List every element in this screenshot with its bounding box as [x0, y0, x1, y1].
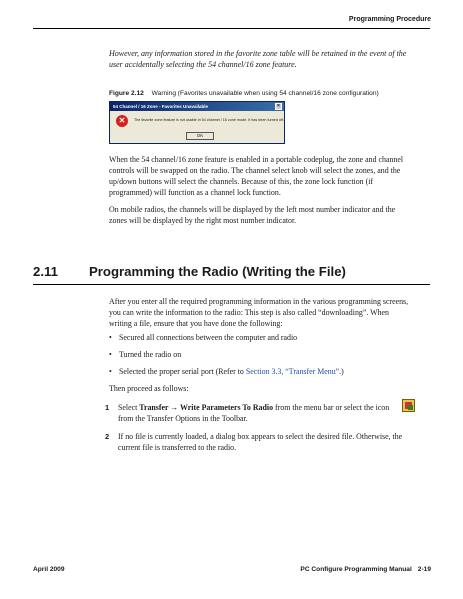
icon-part: [408, 405, 413, 410]
dialog-ok-button: OK: [186, 132, 214, 140]
section-rule: [33, 284, 430, 285]
figure-number: Figure 2.12: [109, 90, 144, 97]
intro-note: However, any information stored in the favorite zone table will be retained in the event of the user accidentally selecting the 54 channel/16 zone feature.: [109, 49, 407, 69]
paragraph-zone-swap: When the 54 channel/16 zone feature is enabled in a portable codeplug, the zone and channel controls will be swapped on the radio. The channel select knob will select the zones, and the up/down buttons will select the channels. Because of this, the zone lock function (if programmed) will function as a channel lock function.: [109, 155, 404, 197]
list-item-text: Secured all connections between the computer and radio: [119, 333, 298, 342]
dialog-title: 54 Channel / 16 Zone - Favorites Unavailable: [113, 104, 209, 109]
footer-date: April 2009: [33, 566, 65, 573]
page-number: 2-19: [417, 566, 431, 573]
checklist: [109, 332, 409, 383]
list-item: [109, 349, 409, 360]
section-number: 2.11: [33, 264, 58, 279]
step-item: [105, 431, 415, 453]
dialog-message: The favorite zone feature is not usable in 54 channel / 16 zone mode. It has been turned off.: [134, 118, 284, 122]
step-text: If no file is currently loaded, a dialog box appears to select the desired file. Otherwise, the current file is transferred to the radio.: [118, 432, 403, 452]
write-to-radio-icon: [402, 399, 415, 412]
list-item-text: Turned the radio on: [119, 350, 182, 359]
bullet-icon: •: [109, 367, 112, 376]
step-number: 1: [105, 403, 110, 412]
paragraph-writing-intro: After you enter all the required programming information in the various programming screens, you can write the information to the radio: This step is also called “downloading”. When writing a file, ensure that you have done the following:: [109, 297, 409, 328]
section-title: Programming the Radio (Writing the File): [89, 264, 346, 279]
list-item-text-post: .): [339, 367, 344, 376]
bullet-icon: •: [109, 333, 112, 342]
list-item: [109, 332, 409, 343]
running-header: Programming Procedure: [348, 16, 431, 23]
list-item-text-pre: Selected the proper serial port (Refer to: [119, 367, 246, 376]
bullet-icon: •: [109, 350, 112, 359]
section-heading: [33, 264, 433, 279]
footer-manual: [300, 566, 431, 573]
list-item: [109, 366, 409, 377]
error-icon: ✕: [116, 115, 128, 127]
close-icon: ×: [275, 103, 282, 110]
paragraph-mobile-radios: On mobile radios, the channels will be displayed by the left most number indicator and the zones will be displayed by the right most number indicator.: [109, 205, 396, 225]
paragraph-proceed: Then proceed as follows:: [109, 384, 189, 393]
menu-path: Transfer → Write Parameters To Radio: [139, 403, 274, 412]
transfer-menu-link[interactable]: Section 3.3, “Transfer Menu”: [245, 367, 340, 376]
steps-list: [105, 402, 415, 460]
header-rule: [33, 28, 430, 29]
footer-manual-title: PC Configure Programming Manual: [300, 566, 412, 573]
figure-caption-text: Warning (Favorites unavailable when using 54 channel/16 zone configuration): [151, 90, 379, 97]
step-text-post: from the menu bar or select the icon from the Transfer Options in the Toolbar.: [118, 403, 390, 423]
figure-caption: [109, 90, 409, 97]
dialog-title-bar: [110, 102, 284, 111]
step-item: [105, 402, 415, 424]
warning-dialog-screenshot: [109, 101, 285, 144]
step-number: 2: [105, 432, 110, 441]
step-text-pre: Select: [118, 403, 140, 412]
